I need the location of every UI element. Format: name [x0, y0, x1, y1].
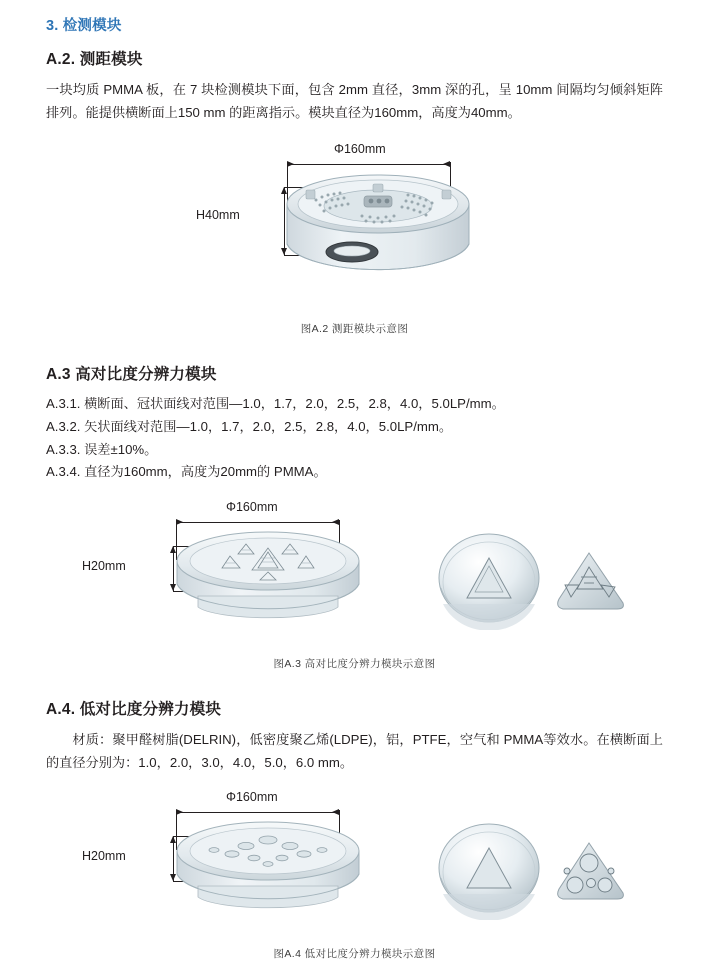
section-heading-a4: A.4. 低对比度分辨力模块	[46, 701, 222, 718]
phantom-module-distance	[278, 170, 478, 305]
section-a3-line-4: A.3.4. 直径为160mm，高度为20mm的 PMMA。	[46, 464, 327, 480]
dim-arrow	[332, 809, 339, 815]
figure-a2-drawing	[46, 140, 663, 315]
section-a4-paragraph: 材质：聚甲醛树脂(DELRIN)，低密度聚乙烯(LDPE)，铝，PTFE，空气和 PMMA等效水。在横断面上的直径分别为：1.0，2.0，3.0，4.0，5.0，6.0 mm。	[46, 732, 663, 771]
phantom-module-high-contrast-perspective	[431, 530, 551, 635]
section-a3-line-3: A.3.3. 误差±10%。	[46, 441, 158, 457]
figure-a4-height-label: H20mm	[82, 849, 126, 864]
dim-line	[176, 522, 339, 523]
dim-arrow	[443, 161, 450, 167]
figure-a4	[46, 790, 663, 961]
figure-a3	[46, 500, 663, 671]
dim-arrow	[176, 809, 183, 815]
dim-arrow	[287, 161, 294, 167]
phantom-module-low-contrast	[168, 818, 368, 928]
section-a2-paragraph: 一块均质 PMMA 板，在 7 块检测模块下面，包含 2mm 直径，3mm 深的孔，呈 10mm 间隔均匀倾斜矩阵排列。能提供横断面上150 mm 的距离指示。模块直径为160mm，高度为40mm。	[46, 82, 663, 121]
phantom-module-low-contrast-perspective	[431, 820, 551, 925]
figure-a4-drawing	[46, 790, 663, 940]
figure-a2-height-label: H40mm	[196, 208, 240, 223]
figure-a3-drawing	[46, 500, 663, 650]
phantom-insert-triangle	[551, 545, 631, 630]
figure-a3-height-label: H20mm	[82, 559, 126, 573]
figure-a2-diameter-label: Φ160mm	[334, 142, 386, 157]
figure-a3-diameter-label: Φ160mm	[226, 500, 278, 514]
dim-line	[176, 812, 339, 813]
section-heading-a3: A.3 高对比度分辨力模块	[46, 366, 217, 384]
section-a3-line-2: A.3.2. 矢状面线对范围—1.0，1.7，2.0，2.5，2.8，4.0，5.0LP/mm。	[46, 418, 453, 434]
figure-a3-caption: 图A.3 高对比度分辨力模块示意图	[273, 658, 436, 670]
section-heading-a2: A.2. 测距模块	[46, 51, 143, 68]
phantom-insert-triangle-low-contrast	[551, 835, 631, 920]
figure-a2-caption: 图A.2 测距模块示意图	[300, 323, 409, 336]
phantom-module-high-contrast	[168, 528, 368, 638]
figure-a4-diameter-label: Φ160mm	[226, 790, 278, 805]
dim-arrow	[176, 519, 183, 525]
dim-arrow	[332, 519, 339, 525]
figure-a4-caption: 图A.4 低对比度分辨力模块示意图	[273, 948, 436, 961]
dim-line	[287, 164, 450, 165]
section-a3-line-1: A.3.1. 横断面、冠状面线对范围—1.0，1.7，2.0，2.5，2.8，4.0，5.0LP/mm。	[46, 396, 505, 412]
figure-a2	[46, 140, 663, 336]
page-title: 3. 检测模块	[46, 18, 122, 34]
